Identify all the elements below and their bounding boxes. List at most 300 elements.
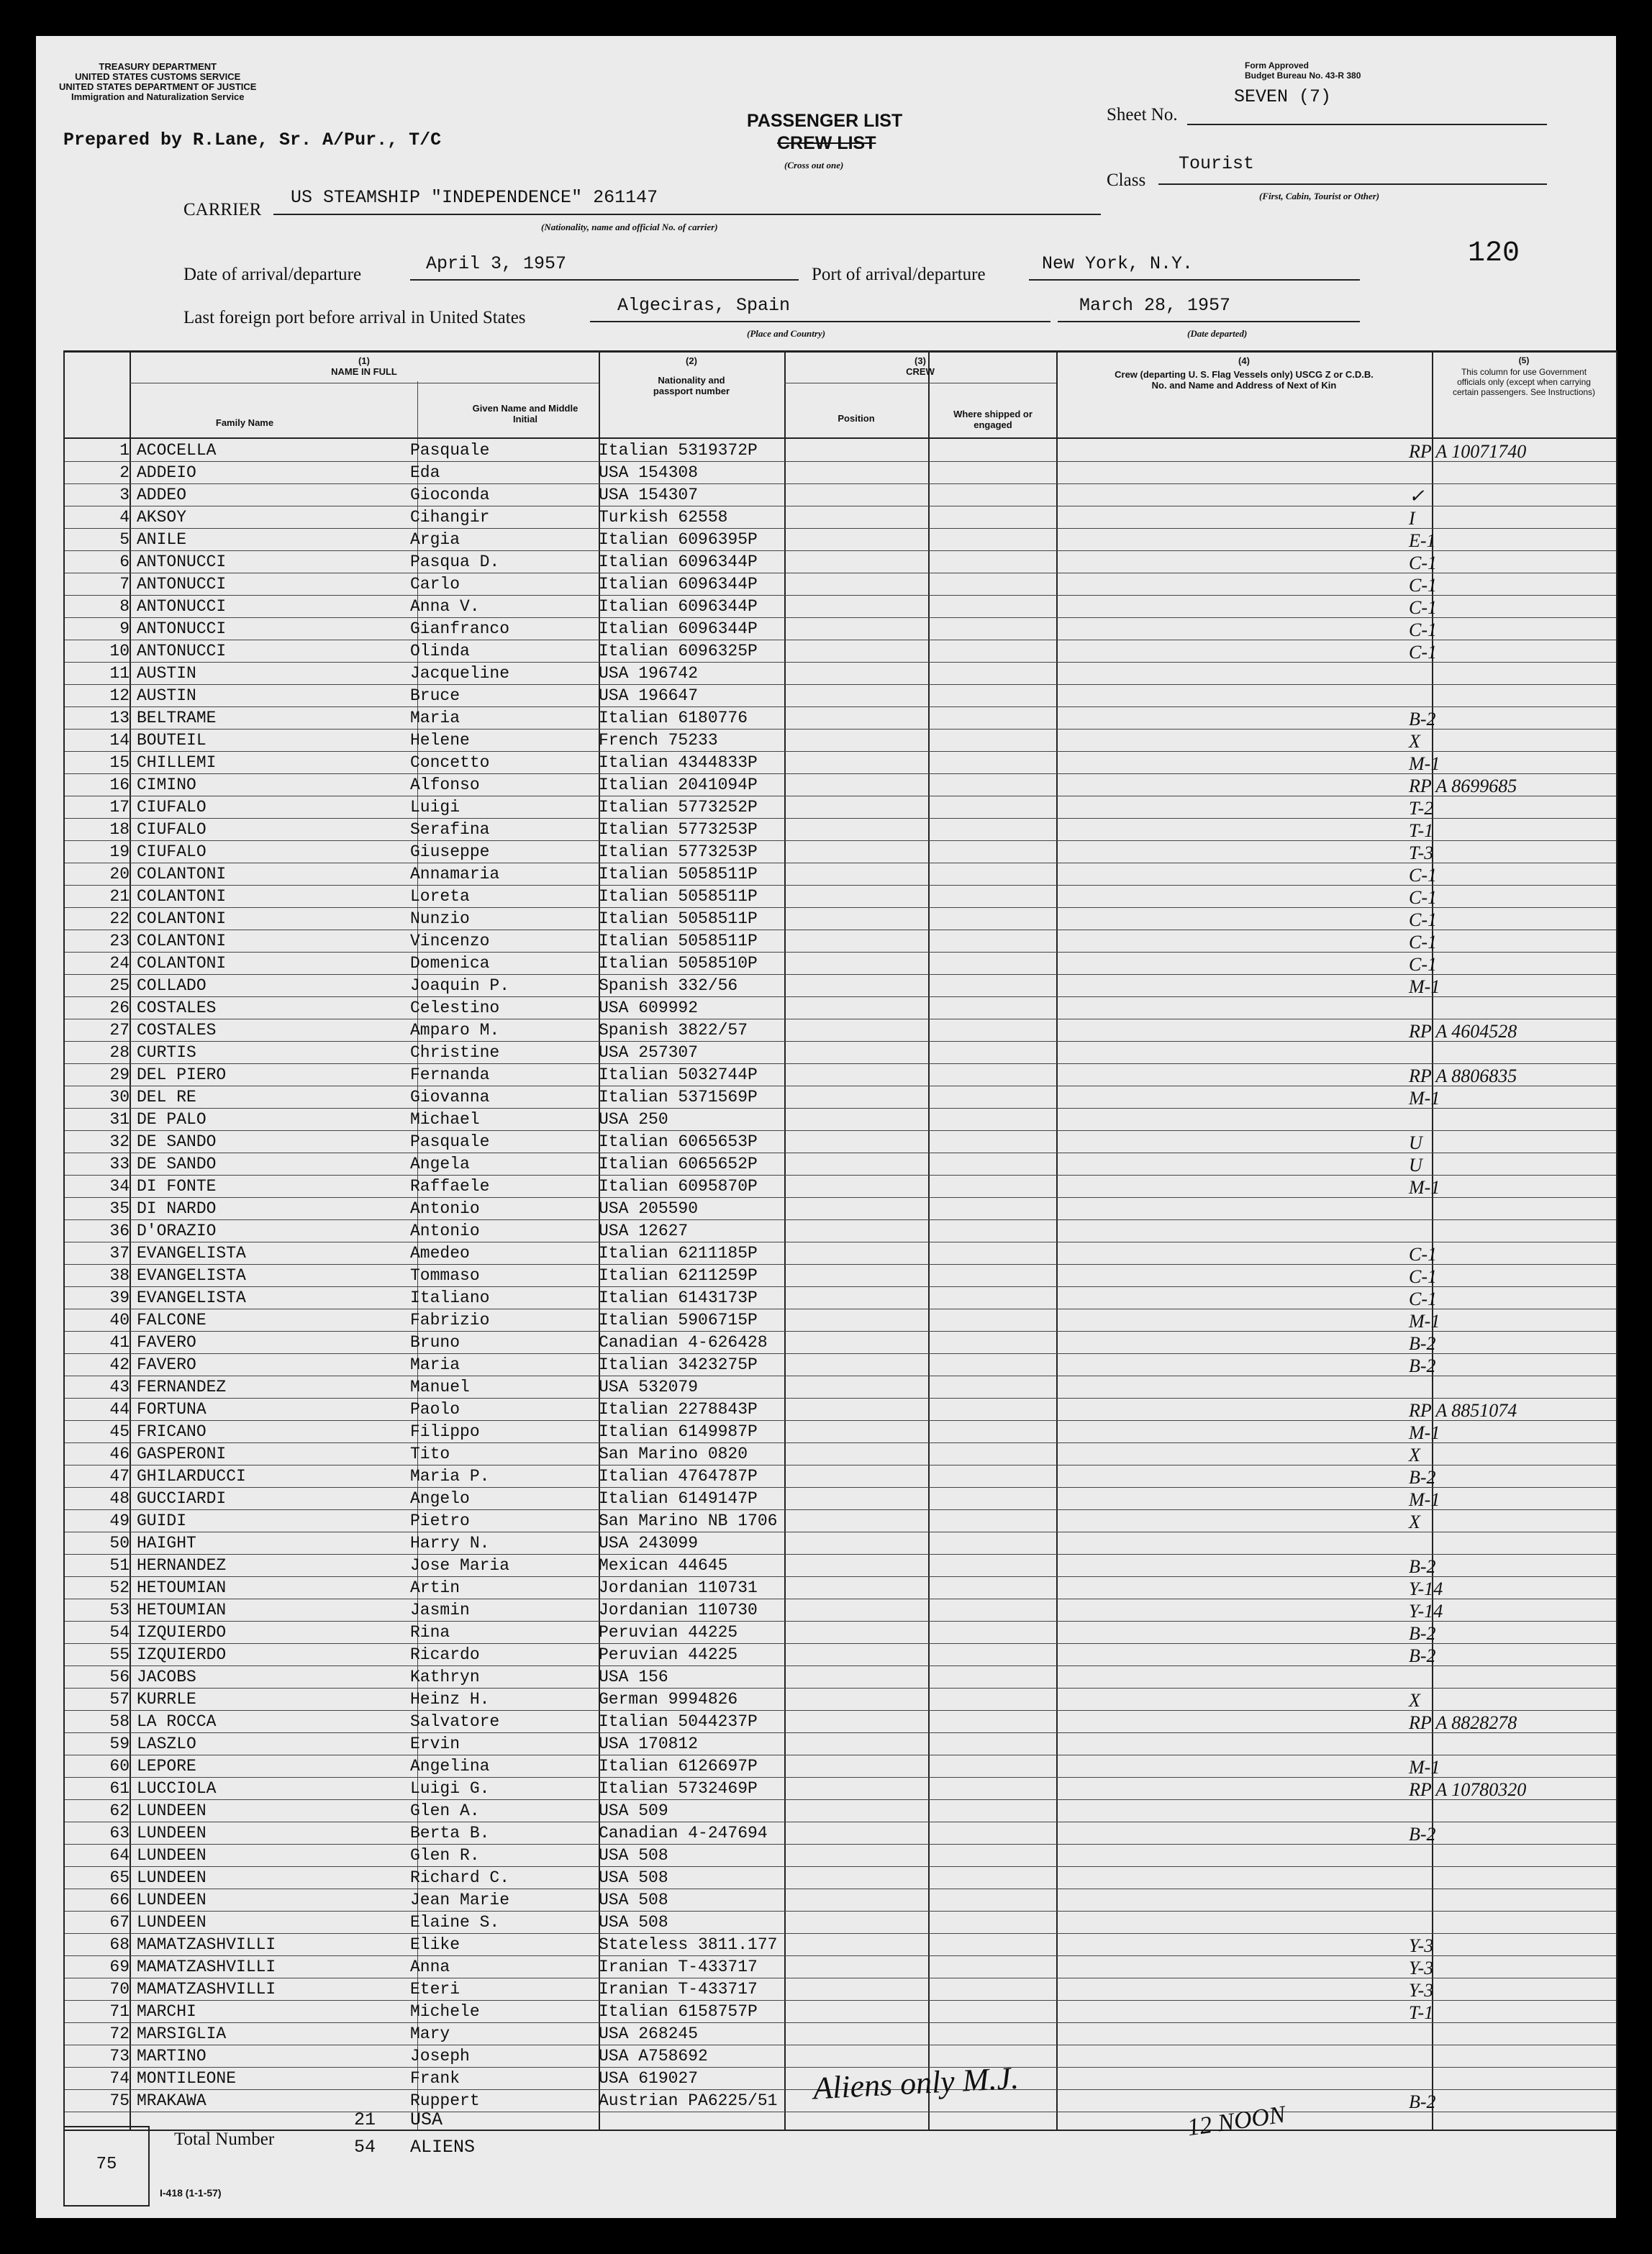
family-name: GHILARDUCCI: [137, 1467, 246, 1486]
row-number: 70: [109, 1980, 130, 1999]
given-name: Ervin: [410, 1735, 460, 1753]
official-remark: M-1: [1409, 1311, 1440, 1332]
passenger-table: [63, 350, 1617, 2131]
row-number: 44: [109, 1400, 130, 1419]
family-name: MARSIGLIA: [137, 2024, 227, 2043]
row-number: 33: [109, 1155, 130, 1173]
nationality-passport: Italian 5319372P: [599, 441, 758, 460]
given-name: Angelina: [410, 1757, 490, 1776]
table-row: [65, 1777, 1616, 1800]
given-name: Maria: [410, 1355, 460, 1374]
given-name: Nunzio: [410, 909, 470, 928]
family-name: CIUFALO: [137, 842, 206, 861]
family-name: ANTONUCCI: [137, 619, 227, 638]
given-name: Elike: [410, 1935, 460, 1954]
given-name: Frank: [410, 2069, 460, 2088]
family-name: DEL RE: [137, 1088, 196, 1106]
nationality-passport: USA A758692: [599, 2047, 708, 2066]
nationality-passport: Jordanian 110730: [599, 1601, 758, 1619]
col4-title: Crew (departing U. S. Flag Vessels only) USCG Z or C.D.B. No. and Name and Address of Next of Kin: [1115, 369, 1374, 391]
given-name: Pietro: [410, 1512, 470, 1530]
row-number: 38: [109, 1266, 130, 1285]
table-row: [65, 1175, 1616, 1198]
table-row: [65, 1130, 1616, 1153]
given-name: Loreta: [410, 887, 470, 906]
page-number: 120: [1468, 237, 1520, 270]
row-number: 74: [109, 2069, 130, 2088]
row-number: 58: [109, 1712, 130, 1731]
nationality-passport: USA 257307: [599, 1043, 699, 1062]
row-number: 7: [119, 575, 130, 594]
row-number: 39: [109, 1289, 130, 1307]
table-row: [65, 1643, 1616, 1666]
family-name: IZQUIERDO: [137, 1623, 227, 1642]
carrier-label: CARRIER: [183, 200, 262, 219]
table-row: [65, 1955, 1616, 1978]
row-number: 14: [109, 731, 130, 750]
row-number: 43: [109, 1378, 130, 1396]
official-remark: M-1: [1409, 1177, 1440, 1198]
row-number: 13: [109, 709, 130, 727]
nationality-passport: Italian 5058511P: [599, 909, 758, 928]
row-number: 22: [109, 909, 130, 928]
col4-number: (4): [1238, 355, 1250, 366]
official-remark: T-1: [1409, 2002, 1434, 2023]
family-name: CIUFALO: [137, 820, 206, 839]
carrier-value: US STEAMSHIP "INDEPENDENCE" 261147: [291, 187, 658, 208]
nationality-passport: Italian 2041094P: [599, 776, 758, 794]
official-remark: M-1: [1409, 1757, 1440, 1778]
nationality-passport: Italian 6211259P: [599, 1266, 758, 1285]
row-number: 24: [109, 954, 130, 973]
table-row: [65, 1755, 1616, 1778]
given-name: Glen A.: [410, 1801, 480, 1820]
row-number: 31: [109, 1110, 130, 1129]
table-row: [65, 1264, 1616, 1287]
given-name: Fabrizio: [410, 1311, 490, 1330]
row-number: 42: [109, 1355, 130, 1374]
official-remark: M-1: [1409, 1088, 1440, 1109]
official-remark: B-2: [1409, 1824, 1436, 1845]
official-remark: ✓: [1409, 486, 1425, 506]
col2-title: Nationality and passport number: [653, 375, 730, 396]
family-name: MARTINO: [137, 2047, 206, 2066]
col1-header: [130, 355, 599, 377]
nationality-passport: Italian 6065652P: [599, 1155, 758, 1173]
given-name: Michael: [410, 1110, 480, 1129]
col3-number: (3): [914, 355, 926, 366]
official-remark: U: [1409, 1155, 1422, 1176]
nationality-passport: Italian 5732469P: [599, 1779, 758, 1798]
row-number: 32: [109, 1132, 130, 1151]
given-name: Tommaso: [410, 1266, 480, 1285]
official-remark: M-1: [1409, 753, 1440, 774]
official-remark: C-1: [1409, 932, 1437, 953]
port-label: Port of arrival/departure: [812, 265, 986, 284]
table-row: [65, 1710, 1616, 1733]
nationality-passport: Turkish 62558: [599, 508, 728, 527]
official-remark: B-2: [1409, 1355, 1436, 1376]
nationality-passport: Mexican 44645: [599, 1556, 728, 1575]
last-port-value: Algeciras, Spain: [617, 295, 791, 316]
given-name: Ricardo: [410, 1645, 480, 1664]
given-name: Kathryn: [410, 1668, 480, 1686]
table-row: [65, 1309, 1616, 1332]
given-name: Heinz H.: [410, 1690, 490, 1709]
row-number: 55: [109, 1645, 130, 1664]
table-row: [65, 1153, 1616, 1176]
row-number: 27: [109, 1021, 130, 1040]
row-number: 16: [109, 776, 130, 794]
row-number: 51: [109, 1556, 130, 1575]
title-cross-out-note: (Cross out one): [784, 160, 844, 171]
official-remark: RP A 4604528: [1409, 1021, 1517, 1042]
official-remark: B-2: [1409, 1467, 1436, 1488]
col5-number: (5): [1518, 355, 1530, 365]
table-row: [65, 1688, 1616, 1711]
table-row: [65, 796, 1616, 819]
family-name: AUSTIN: [137, 686, 196, 705]
nationality-passport: Iranian T-433717: [599, 1958, 758, 1976]
port-value: New York, N.Y.: [1042, 253, 1194, 274]
given-name: Fernanda: [410, 1065, 490, 1084]
row-number: 57: [109, 1690, 130, 1709]
table-row: [65, 1911, 1616, 1934]
official-remark: RP A 10071740: [1409, 441, 1527, 462]
row-number: 10: [109, 642, 130, 660]
family-name: LUNDEEN: [137, 1801, 206, 1820]
handwritten-time: 12 NOON: [1186, 2101, 1287, 2142]
row-number: 30: [109, 1088, 130, 1106]
row-number: 17: [109, 798, 130, 817]
table-row: [65, 640, 1616, 663]
total-label: Total Number: [174, 2130, 275, 2149]
table-row: [65, 595, 1616, 618]
row-number: 8: [119, 597, 130, 616]
given-name: Joseph: [410, 2047, 470, 2066]
table-row: [65, 907, 1616, 930]
nationality-passport: USA 243099: [599, 1534, 699, 1553]
given-name: Manuel: [410, 1378, 470, 1396]
given-name: Elaine S.: [410, 1913, 500, 1932]
nationality-passport: Italian 5773252P: [599, 798, 758, 817]
agency-line-2: UNITED STATES CUSTOMS SERVICE: [75, 71, 241, 82]
family-name: CIUFALO: [137, 798, 206, 817]
table-row: [65, 2045, 1616, 2068]
nationality-passport: USA 250: [599, 1110, 668, 1129]
official-remark: C-1: [1409, 575, 1437, 596]
nationality-passport: Italian 4764787P: [599, 1467, 758, 1486]
family-name: HAIGHT: [137, 1534, 196, 1553]
nationality-passport: USA 196647: [599, 686, 699, 705]
nationality-passport: San Marino 0820: [599, 1445, 748, 1463]
title-passenger-list: PASSENGER LIST: [747, 111, 903, 131]
row-number: 50: [109, 1534, 130, 1553]
family-name: FERNANDEZ: [137, 1378, 227, 1396]
row-number: 18: [109, 820, 130, 839]
family-name: ANTONUCCI: [137, 642, 227, 660]
family-name: MARCHI: [137, 2002, 196, 2021]
row-number: 1: [119, 441, 130, 460]
row-number: 23: [109, 932, 130, 950]
family-name: HERNANDEZ: [137, 1556, 227, 1575]
given-name: Jose Maria: [410, 1556, 510, 1575]
official-remark: Y-14: [1409, 1601, 1443, 1622]
official-remark: X: [1409, 1690, 1420, 1711]
nationality-passport: USA 508: [599, 1913, 668, 1932]
table-row: [65, 1576, 1616, 1599]
given-name: Cihangir: [410, 508, 490, 527]
agency-line-4: Immigration and Naturalization Service: [71, 91, 245, 102]
row-number: 19: [109, 842, 130, 861]
nationality-passport: Italian 5032744P: [599, 1065, 758, 1084]
table-row: [65, 974, 1616, 997]
nationality-passport: USA 508: [599, 1868, 668, 1887]
given-name: Tito: [410, 1445, 450, 1463]
row-number: 4: [119, 508, 130, 527]
given-name: Domenica: [410, 954, 490, 973]
official-remark: E-1: [1409, 530, 1436, 551]
official-remark: B-2: [1409, 1623, 1436, 1644]
family-name: DE SANDO: [137, 1132, 217, 1151]
table-row: [65, 550, 1616, 573]
table-row: [65, 1063, 1616, 1086]
family-name: EVANGELISTA: [137, 1289, 246, 1307]
given-name: Eda: [410, 463, 440, 482]
nationality-passport: Italian 6096344P: [599, 553, 758, 571]
family-name: FAVERO: [137, 1355, 196, 1374]
table-row: [65, 1376, 1616, 1399]
nationality-passport: Canadian 4-626428: [599, 1333, 768, 1352]
family-name: COLANTONI: [137, 887, 227, 906]
total-box-value: 75: [96, 2155, 117, 2174]
family-name: DE PALO: [137, 1110, 206, 1129]
family-name: AUSTIN: [137, 664, 196, 683]
table-row: [65, 1732, 1616, 1755]
family-name: LEPORE: [137, 1757, 196, 1776]
given-name: Paolo: [410, 1400, 460, 1419]
row-number: 73: [109, 2047, 130, 2066]
nationality-passport: USA 156: [599, 1668, 668, 1686]
given-name: Luigi G.: [410, 1779, 490, 1798]
given-name: Antonio: [410, 1222, 480, 1240]
row-number: 5: [119, 530, 130, 549]
table-row: [65, 1442, 1616, 1465]
row-number: 63: [109, 1824, 130, 1842]
family-name: ANTONUCCI: [137, 553, 227, 571]
nationality-passport: Austrian PA6225/51: [599, 2091, 778, 2110]
row-number: 3: [119, 486, 130, 504]
given-name: Maria: [410, 709, 460, 727]
family-name: DI NARDO: [137, 1199, 217, 1218]
row-number: 46: [109, 1445, 130, 1463]
table-row: [65, 1599, 1616, 1622]
row-number: 56: [109, 1668, 130, 1686]
nationality-passport: Italian 6096344P: [599, 597, 758, 616]
row-number: 64: [109, 1846, 130, 1865]
official-remark: T-2: [1409, 798, 1434, 819]
given-name: Harry N.: [410, 1534, 490, 1553]
family-name: LUNDEEN: [137, 1891, 206, 1909]
family-name: MAMATZASHVILLI: [137, 1958, 276, 1976]
table-row: [65, 662, 1616, 685]
family-name: DI FONTE: [137, 1177, 217, 1196]
given-name: Michele: [410, 2002, 480, 2021]
row-number: 48: [109, 1489, 130, 1508]
nationality-passport: Italian 5058511P: [599, 887, 758, 906]
table-row: [65, 1197, 1616, 1220]
nationality-passport: USA 619027: [599, 2069, 699, 2088]
row-number: 54: [109, 1623, 130, 1642]
official-remark: B-2: [1409, 1333, 1436, 1354]
table-row: [65, 1465, 1616, 1488]
official-remark: X: [1409, 1512, 1420, 1532]
table-row: [65, 818, 1616, 841]
col2-number: (2): [686, 355, 697, 366]
family-name: MAMATZASHVILLI: [137, 1935, 276, 1954]
carrier-note: (Nationality, name and official No. of carrier): [541, 222, 718, 232]
given-name: Bruce: [410, 686, 460, 705]
nationality-passport: Italian 4344833P: [599, 753, 758, 772]
official-remark: RP A 8828278: [1409, 1712, 1517, 1733]
nationality-passport: USA 196742: [599, 664, 699, 683]
date-label: Date of arrival/departure: [183, 265, 362, 284]
given-name: Luigi: [410, 798, 460, 817]
official-remark: M-1: [1409, 976, 1440, 997]
official-remark: B-2: [1409, 1645, 1436, 1666]
row-number: 49: [109, 1512, 130, 1530]
family-name: FORTUNA: [137, 1400, 206, 1419]
official-remark: C-1: [1409, 1244, 1437, 1265]
official-remark: Y-3: [1409, 1935, 1434, 1956]
family-name: MONTILEONE: [137, 2069, 237, 2088]
nationality-passport: German 9994826: [599, 1690, 738, 1709]
row-number: 26: [109, 999, 130, 1017]
col-family-header: Family Name: [215, 417, 274, 428]
aliens-label: ALIENS: [410, 2137, 476, 2158]
class-note: (First, Cabin, Tourist or Other): [1259, 191, 1380, 201]
row-number: 69: [109, 1958, 130, 1976]
row-number: 29: [109, 1065, 130, 1084]
family-name: MAMATZASHVILLI: [137, 1980, 276, 1999]
table-row: [65, 1353, 1616, 1376]
family-name: COLANTONI: [137, 932, 227, 950]
row-number: 68: [109, 1935, 130, 1954]
given-name: Rina: [410, 1623, 450, 1642]
row-number: 52: [109, 1578, 130, 1597]
family-name: EVANGELISTA: [137, 1244, 246, 1263]
table-row: [65, 773, 1616, 796]
nationality-passport: French 75233: [599, 731, 718, 750]
given-name: Argia: [410, 530, 460, 549]
given-name: Giovanna: [410, 1088, 490, 1106]
family-name: MRAKAWA: [137, 2091, 206, 2110]
family-name: LUNDEEN: [137, 1913, 206, 1932]
aliens-count: 54: [354, 2137, 376, 2158]
row-number: 21: [109, 887, 130, 906]
family-name: AKSOY: [137, 508, 187, 527]
table-row: [65, 461, 1616, 484]
table-row: [65, 996, 1616, 1019]
row-number: 11: [109, 664, 130, 683]
family-name: FALCONE: [137, 1311, 206, 1330]
row-number: 41: [109, 1333, 130, 1352]
given-name: Pasquale: [410, 1132, 490, 1151]
row-number: 47: [109, 1467, 130, 1486]
form-id: I-418 (1-1-57): [160, 2187, 222, 2199]
nationality-passport: USA 508: [599, 1846, 668, 1865]
nationality-passport: Stateless 3811.177: [599, 1935, 778, 1954]
family-name: COSTALES: [137, 1021, 217, 1040]
last-port-note: (Place and Country): [747, 328, 826, 339]
family-name: COSTALES: [137, 999, 217, 1017]
row-number: 15: [109, 753, 130, 772]
family-name: LA ROCCA: [137, 1712, 217, 1731]
family-name: LUCCIOLA: [137, 1779, 217, 1798]
official-remark: B-2: [1409, 709, 1436, 730]
nationality-passport: Italian 6180776: [599, 709, 748, 727]
official-remark: RP A 8806835: [1409, 1065, 1517, 1086]
given-name: Bruno: [410, 1333, 460, 1352]
usa-label: USA: [410, 2109, 443, 2130]
nationality-passport: USA 154307: [599, 486, 699, 504]
row-number: 72: [109, 2024, 130, 2043]
table-row: [65, 573, 1616, 596]
date-value: April 3, 1957: [426, 253, 567, 274]
sheet-label: Sheet No.: [1107, 105, 1178, 124]
table-row: [65, 1286, 1616, 1309]
nationality-passport: Italian 6095870P: [599, 1177, 758, 1196]
table-row: [65, 706, 1616, 730]
col2-header: [599, 355, 784, 396]
row-number: 62: [109, 1801, 130, 1820]
nationality-passport: Spanish 3822/57: [599, 1021, 748, 1040]
family-name: LUNDEEN: [137, 1846, 206, 1865]
table-row: [65, 885, 1616, 908]
usa-count: 21: [354, 2109, 376, 2130]
given-name: Annamaria: [410, 865, 500, 883]
nationality-passport: Italian 5371569P: [599, 1088, 758, 1106]
table-row: [65, 863, 1616, 886]
given-name: Christine: [410, 1043, 500, 1062]
nationality-passport: Iranian T-433717: [599, 1980, 758, 1999]
family-name: GUCCIARDI: [137, 1489, 227, 1508]
table-row: [65, 729, 1616, 752]
nationality-passport: Peruvian 44225: [599, 1645, 738, 1664]
row-number: 45: [109, 1422, 130, 1441]
given-name: Jasmin: [410, 1601, 470, 1619]
nationality-passport: USA 532079: [599, 1378, 699, 1396]
given-name: Berta B.: [410, 1824, 490, 1842]
row-number: 67: [109, 1913, 130, 1932]
family-name: EVANGELISTA: [137, 1266, 246, 1285]
table-row: [65, 2000, 1616, 2023]
nationality-passport: Italian 6211185P: [599, 1244, 758, 1263]
official-remark: RP A 10780320: [1409, 1779, 1527, 1800]
nationality-passport: USA 170812: [599, 1735, 699, 1753]
table-row: [65, 1242, 1616, 1265]
nationality-passport: Italian 6096344P: [599, 619, 758, 638]
given-name: Pasqua D.: [410, 553, 500, 571]
col1-title: NAME IN FULL: [331, 366, 397, 377]
family-name: D'ORAZIO: [137, 1222, 217, 1240]
nationality-passport: Italian 6158757P: [599, 2002, 758, 2021]
table-row: [65, 840, 1616, 863]
given-name: Celestino: [410, 999, 500, 1017]
date-departed-note: (Date departed): [1187, 328, 1248, 339]
row-number: 36: [109, 1222, 130, 1240]
table-row: [65, 1487, 1616, 1510]
